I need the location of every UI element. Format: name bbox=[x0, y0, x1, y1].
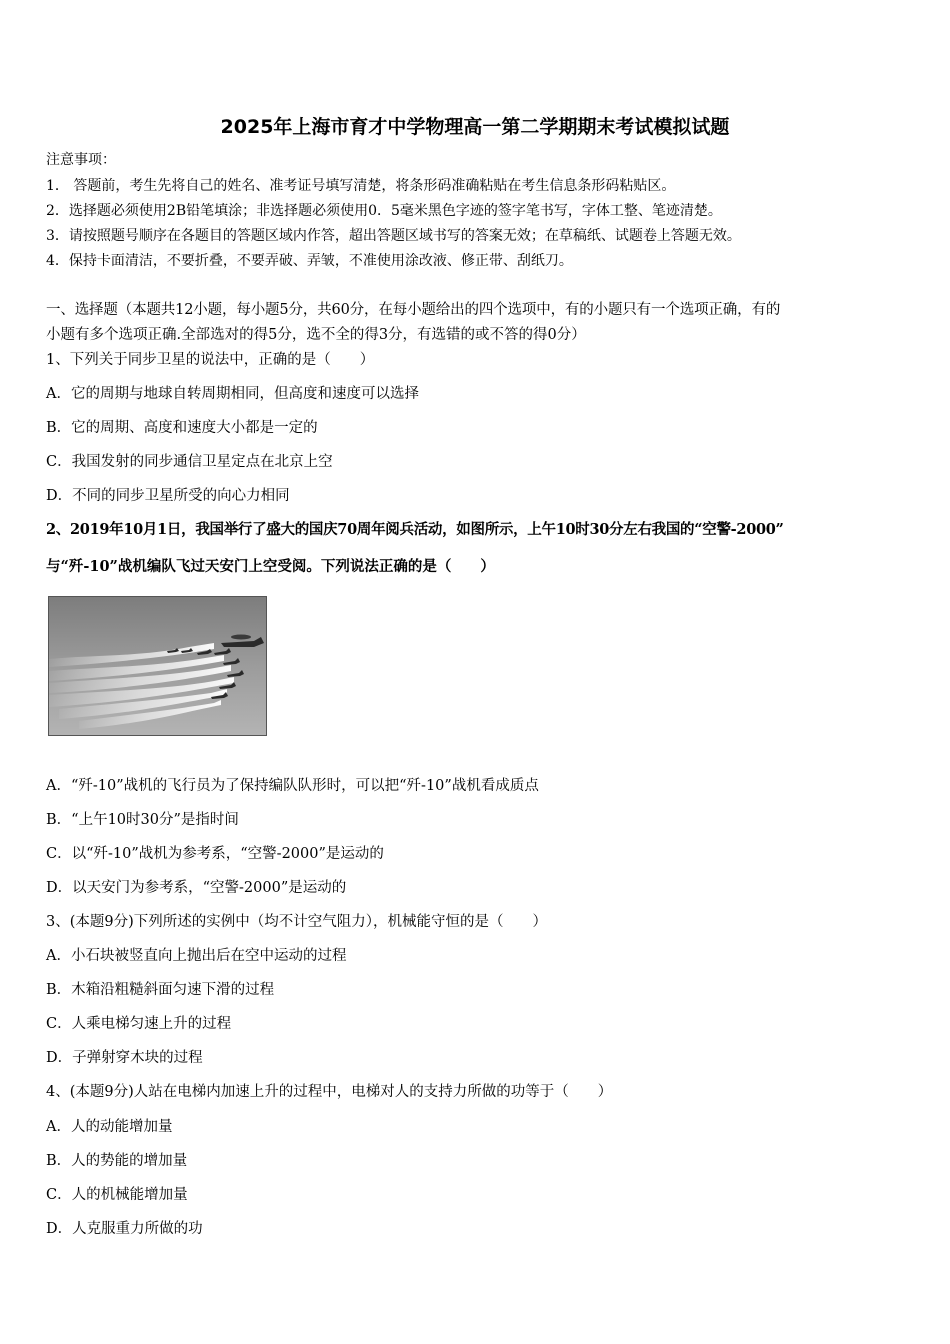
question-stem: 与“歼-10”战机编队飞过天安门上空受阅。下列说法正确的是（ ） bbox=[46, 558, 495, 575]
question-option: B．它的周期、高度和速度大小都是一定的 bbox=[46, 420, 318, 436]
question-stem: 3、(本题9分)下列所述的实例中（均不计空气阻力），机械能守恒的是（ ） bbox=[46, 914, 548, 930]
question-option: C．我国发射的同步通信卫星定点在北京上空 bbox=[46, 454, 333, 470]
formation-flight-photo bbox=[48, 596, 267, 736]
question-stem: 1、下列关于同步卫星的说法中，正确的是（ ） bbox=[46, 352, 375, 368]
question-option: B．人的势能的增加量 bbox=[46, 1153, 188, 1169]
question-option: D．人克服重力所做的功 bbox=[46, 1221, 203, 1237]
question-option: D．以天安门为参考系，“空警-2000”是运动的 bbox=[46, 880, 347, 896]
section-line: 一、选择题（本题共12小题，每小题5分，共60分，在每小题给出的四个选项中，有的小题只有一个选项正确，有的 bbox=[46, 302, 781, 318]
question-option: B．“上午10时30分”是指时间 bbox=[46, 812, 239, 828]
note-item: 1． 答题前，考生先将自己的姓名、准考证号填写清楚，将条形码准确粘贴在考生信息条形码粘贴区。 bbox=[46, 178, 676, 194]
jet-formation-image bbox=[49, 597, 267, 736]
page-title: 2025年上海市育才中学物理高一第二学期期末考试模拟试题 bbox=[220, 116, 730, 138]
question-option: D．不同的同步卫星所受的向心力相同 bbox=[46, 488, 290, 504]
notes-heading: 注意事项： bbox=[46, 152, 116, 168]
question-option: A．小石块被竖直向上抛出后在空中运动的过程 bbox=[46, 948, 347, 964]
question-option: D．子弹射穿木块的过程 bbox=[46, 1050, 203, 1066]
question-option: A．人的动能增加量 bbox=[46, 1119, 173, 1135]
question-stem: 4、(本题9分)人站在电梯内加速上升的过程中，电梯对人的支持力所做的功等于（ ） bbox=[46, 1084, 613, 1100]
question-option: A．它的周期与地球自转周期相同，但高度和速度可以选择 bbox=[46, 386, 419, 402]
note-item: 3．请按照题号顺序在各题目的答题区域内作答，超出答题区域书写的答案无效；在草稿纸、试题卷上答题无效。 bbox=[46, 228, 741, 244]
question-option: A．“歼-10”战机的飞行员为了保持编队队形时，可以把“歼-10”战机看成质点 bbox=[46, 778, 539, 794]
question-option: C．人乘电梯匀速上升的过程 bbox=[46, 1016, 232, 1032]
question-option: B．木箱沿粗糙斜面匀速下滑的过程 bbox=[46, 982, 275, 998]
note-item: 2．选择题必须使用2B铅笔填涂；非选择题必须使用0．5毫米黑色字迹的签字笔书写，字体工整、笔迹清楚。 bbox=[46, 203, 722, 219]
question-option: C．人的机械能增加量 bbox=[46, 1187, 188, 1203]
question-stem: 2、2019年10月1日，我国举行了盛大的国庆70周年阅兵活动，如图所示，上午10时30分左右我国的“空警-2000” bbox=[46, 521, 784, 538]
section-line: 小题有多个选项正确.全部选对的得5分，选不全的得3分，有选错的或不答的得0分） bbox=[46, 327, 586, 343]
note-item: 4．保持卡面清洁，不要折叠，不要弄破、弄皱，不准使用涂改液、修正带、刮纸刀。 bbox=[46, 253, 573, 269]
question-option: C．以“歼-10”战机为参考系，“空警-2000”是运动的 bbox=[46, 846, 384, 862]
